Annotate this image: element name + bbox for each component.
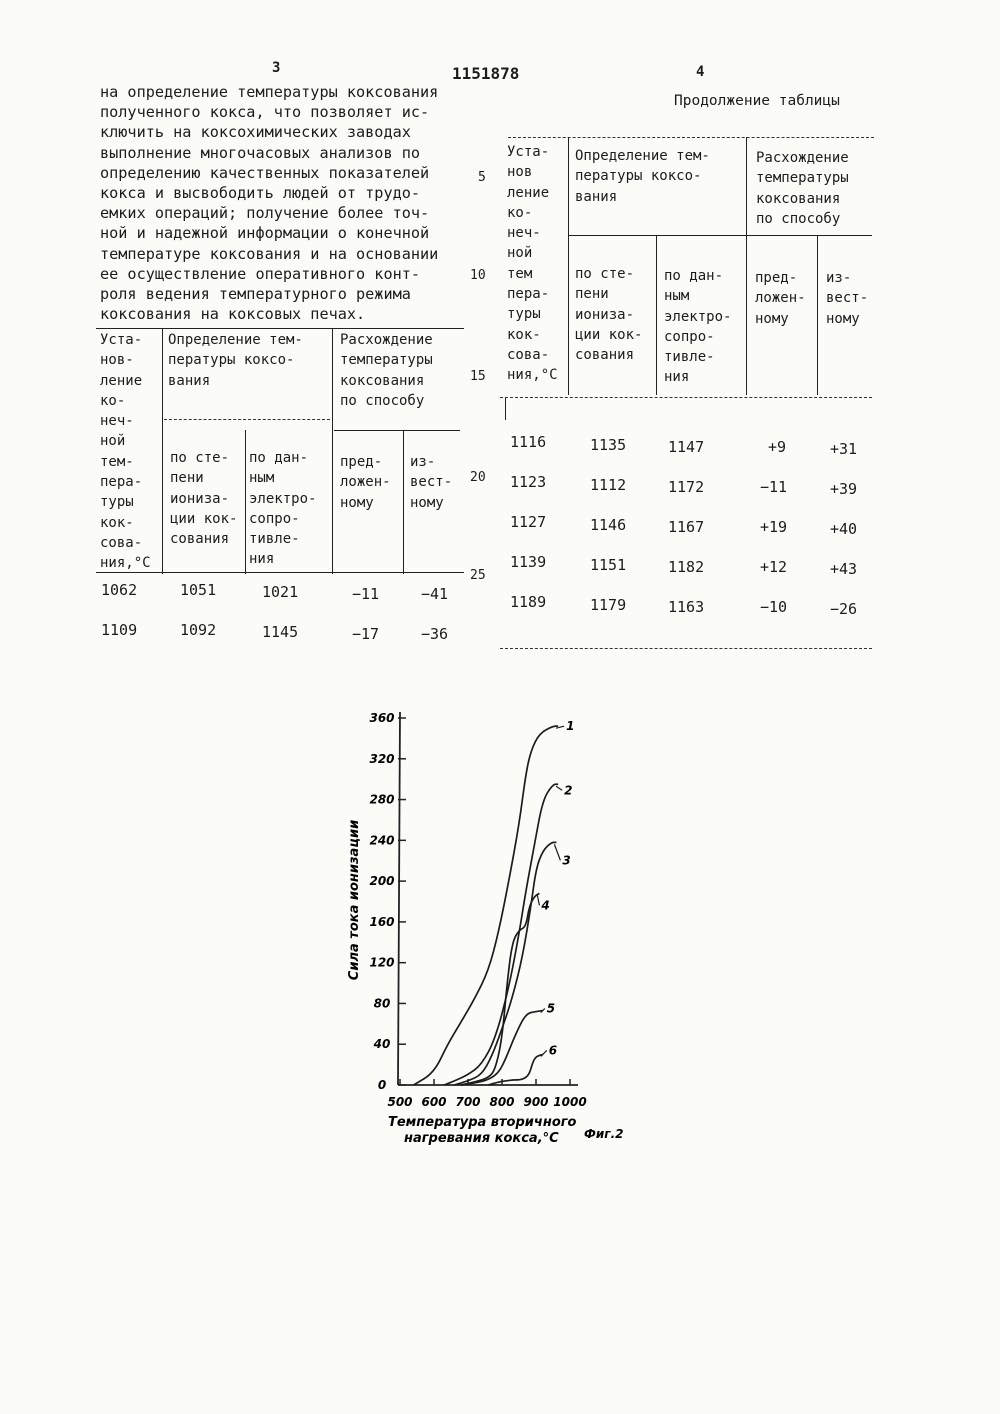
y-tick-label: 240: [369, 833, 395, 848]
table-cell: 1112: [590, 476, 627, 494]
header-text: тем-: [100, 453, 134, 470]
table-cell: 1151: [590, 556, 627, 574]
header-text: кок-: [507, 326, 541, 343]
header-text: по сте-: [575, 266, 635, 282]
header-text: Уста-: [100, 332, 143, 348]
table-cell: +43: [830, 560, 858, 578]
series-label-6: 6: [548, 1043, 558, 1058]
table-cell: 1135: [590, 436, 627, 454]
y-tick-label: 320: [369, 751, 395, 766]
table-cell: 1092: [180, 621, 217, 639]
table-subheader-proposed: [755, 268, 806, 329]
header-text: ному: [340, 494, 374, 511]
body-text-line: ной и надежной информации о конечной: [100, 224, 430, 243]
table-subheader-ionization: [575, 264, 642, 365]
header-text: по способу: [340, 392, 425, 409]
header-text: вест-: [410, 474, 453, 491]
table-cell: 1051: [180, 581, 217, 599]
table-cell: 1062: [101, 581, 138, 599]
header-text: туры: [100, 494, 134, 511]
header-text: вест-: [826, 290, 869, 307]
x-tick-label: 900: [523, 1095, 549, 1109]
table-subheader-ionization: [170, 448, 237, 549]
header-text: тем: [507, 265, 533, 282]
header-text: температуры: [340, 352, 433, 369]
header-text: ным: [664, 288, 690, 305]
table-subheader-proposed: [340, 452, 391, 513]
header-text: ной: [100, 433, 126, 450]
header-text: коксования: [340, 372, 425, 389]
table-cell: 1147: [668, 438, 705, 456]
header-text: ко-: [100, 392, 126, 409]
header-text: Расхождение: [756, 150, 849, 166]
table-cell: 1145: [262, 623, 299, 641]
series-label-1: 1: [566, 719, 575, 734]
table-divider: [568, 137, 569, 395]
header-text: ление: [507, 184, 550, 201]
line-number: 25: [470, 568, 486, 583]
table-cell: +9: [768, 438, 787, 456]
y-tick-label: 120: [369, 955, 395, 970]
header-text: нов-: [100, 352, 134, 369]
x-tick-label: 500: [387, 1095, 413, 1109]
header-text: тивле-: [249, 531, 300, 548]
y-tick-label: 200: [369, 874, 395, 889]
body-text-line: кокса и высвободить людей от трудо-: [100, 184, 421, 203]
header-text: пени: [575, 286, 609, 303]
table-cell: −36: [421, 625, 449, 643]
table-header-discrepancy: [756, 148, 849, 229]
table-cell: +31: [830, 440, 858, 458]
series-curve-5: [461, 1011, 543, 1085]
series-curve-1: [414, 726, 558, 1085]
header-text: ной: [507, 245, 533, 262]
table-cell: 1123: [510, 473, 547, 491]
header-text: ния,°С: [507, 367, 558, 384]
table-top-rule: [508, 137, 874, 138]
continuation-label: Продолжение таблицы: [674, 93, 840, 109]
header-text: тивле-: [664, 349, 715, 366]
x-tick-label: 1000: [553, 1095, 587, 1109]
chart-series: [414, 719, 575, 1085]
table-divider: [332, 328, 333, 574]
table-header-temperature: [100, 330, 151, 574]
header-text: ложен-: [340, 474, 391, 491]
header-text: Уста-: [507, 144, 550, 160]
body-text-line: роля ведения температурного режима: [100, 285, 411, 304]
x-axis-label-line2: нагревания кокса,°С: [404, 1131, 559, 1146]
table-header-discrepancy: [340, 330, 433, 411]
x-tick-label: 600: [421, 1095, 447, 1109]
table-cell: −10: [760, 598, 788, 616]
header-text: сования: [575, 347, 635, 364]
y-tick-label: 160: [369, 914, 395, 929]
chart-axes: [398, 712, 578, 1085]
body-text-line: определению качественных показателей: [100, 163, 430, 182]
header-text: ление: [100, 372, 143, 389]
y-tick-label: 80: [373, 996, 391, 1011]
table-divider: [245, 430, 246, 574]
header-text: вания: [168, 372, 211, 389]
body-text-line: температуре коксования и на основании: [100, 244, 439, 263]
body-text-line: коксования на коксовых печах.: [100, 305, 366, 324]
table-cell: 1167: [668, 518, 705, 536]
x-axis-label-line1: Температура вторичного: [388, 1115, 577, 1130]
header-text: сопро-: [664, 328, 715, 345]
table-bottom-rule: [500, 648, 872, 649]
table-cell: −41: [421, 585, 449, 603]
header-text: пред-: [755, 270, 798, 286]
line-number: 5: [478, 170, 486, 185]
table-divider: [746, 137, 747, 395]
patent-number: 1151878: [452, 64, 520, 83]
header-text: по дан-: [249, 450, 309, 466]
table-group-rule: [334, 430, 460, 431]
series-label-5: 5: [546, 1001, 556, 1016]
header-text: пера-: [507, 286, 550, 303]
table-cell: −17: [352, 625, 380, 643]
series-leader-4: [537, 895, 539, 905]
left-column-number: 3: [272, 60, 281, 76]
header-text: по способу: [756, 210, 841, 227]
y-tick-label: 0: [377, 1078, 387, 1092]
header-text: по сте-: [170, 450, 230, 466]
header-text: Определение тем-: [575, 148, 710, 164]
header-text: неч-: [100, 413, 134, 430]
header-text: электро-: [249, 490, 317, 507]
ionization-chart: [320, 700, 640, 1160]
header-text: пературы коксо-: [575, 168, 702, 185]
table-group-rule: [568, 235, 872, 236]
header-text: ции кок-: [170, 510, 238, 527]
header-text: ному: [410, 494, 444, 511]
table-header-determination: [575, 146, 710, 207]
header-text: ния: [249, 551, 275, 568]
header-text: иониза-: [575, 306, 635, 323]
header-text: температуры: [756, 170, 849, 187]
table-header-rule: [96, 572, 464, 573]
header-text: пера-: [100, 474, 143, 491]
table-cell: +40: [830, 520, 858, 538]
header-text: Расхождение: [340, 332, 433, 348]
header-text: из-: [826, 270, 852, 286]
figure-label: Фиг.2: [584, 1127, 624, 1141]
table-cell: +39: [830, 480, 858, 498]
body-text-line: емких операций; получение более точ-: [100, 204, 430, 223]
header-text: из-: [410, 454, 436, 470]
table-cell: −26: [830, 600, 858, 618]
body-text-line: выполнение многочасовых анализов по: [100, 143, 421, 162]
table-cell: 1109: [101, 621, 138, 639]
series-label-2: 2: [564, 783, 573, 798]
y-tick-label: 280: [369, 792, 395, 807]
series-label-3: 3: [562, 853, 571, 868]
table-group-rule: [164, 419, 330, 420]
series-leader-3: [554, 844, 560, 860]
header-text: электро-: [664, 308, 732, 325]
header-text: ным: [249, 470, 275, 487]
table-cell: −11: [760, 478, 788, 496]
header-text: коксования: [756, 190, 841, 207]
table-cell: 1163: [668, 598, 705, 616]
table-cell: 1189: [510, 593, 547, 611]
header-text: пред-: [340, 454, 383, 470]
header-text: пени: [170, 470, 204, 487]
body-text-line: ключить на коксохимических заводах: [100, 123, 411, 142]
series-curve-3: [454, 842, 556, 1085]
header-text: ному: [826, 310, 860, 327]
table-cell: 1139: [510, 553, 547, 571]
table-subheader-known: [410, 452, 452, 513]
series-curve-6: [488, 1054, 542, 1085]
table-cell: 1021: [262, 583, 299, 601]
line-number: 15: [470, 369, 486, 384]
body-text: [100, 82, 438, 324]
header-text: ния: [664, 369, 690, 386]
header-text: по дан-: [664, 268, 724, 284]
table-divider: [162, 328, 163, 574]
x-tick-label: 700: [455, 1095, 481, 1109]
table-divider: [403, 430, 404, 574]
header-text: сова-: [507, 346, 550, 363]
table-divider: [505, 398, 506, 420]
table-header-determination: [168, 330, 303, 391]
table-header-rule: [500, 397, 872, 398]
table-cell: 1127: [510, 513, 547, 531]
table-cell: 1179: [590, 596, 627, 614]
x-tick-label: 800: [489, 1095, 515, 1109]
line-number: 10: [470, 268, 486, 283]
series-label-4: 4: [541, 898, 550, 913]
table-cell: 1172: [668, 478, 705, 496]
y-tick-label: 360: [369, 711, 395, 725]
header-text: Определение тем-: [168, 332, 303, 348]
y-tick-label: 40: [373, 1037, 391, 1052]
header-text: ложен-: [755, 290, 806, 307]
line-number: 20: [470, 470, 486, 485]
y-axis-label: Сила тока ионизации: [347, 819, 362, 981]
table-subheader-resistance: [249, 448, 316, 570]
header-text: сования: [170, 531, 230, 548]
table-top-rule: [96, 328, 464, 329]
header-text: ния,°С: [100, 555, 151, 572]
header-text: пературы коксо-: [168, 352, 295, 369]
header-text: сова-: [100, 534, 143, 551]
header-text: ции кок-: [575, 326, 643, 343]
table-cell: 1116: [510, 433, 547, 451]
header-text: нов: [507, 164, 533, 181]
body-text-line: ее осуществление оперативного конт-: [100, 264, 421, 283]
header-text: ко-: [507, 204, 533, 221]
table-cell: −11: [352, 585, 380, 603]
header-text: сопро-: [249, 510, 300, 527]
y-axis: [398, 712, 400, 1085]
table-subheader-resistance: [664, 266, 731, 388]
header-text: неч-: [507, 225, 541, 242]
header-text: туры: [507, 306, 541, 323]
header-text: ному: [755, 310, 789, 327]
body-text-line: на определение температуры коксования: [100, 83, 439, 101]
table-cell: +19: [760, 518, 788, 536]
series-leader-6: [541, 1050, 547, 1056]
table-cell: 1182: [668, 558, 705, 576]
table-cell: 1146: [590, 516, 627, 534]
header-text: кок-: [100, 514, 134, 531]
table-divider: [656, 235, 657, 395]
right-column-number: 4: [696, 64, 705, 80]
header-text: ионизa-: [170, 490, 230, 507]
series-leader-2: [556, 786, 562, 790]
table-cell: +12: [760, 558, 788, 576]
table-header-temperature: [507, 142, 558, 386]
table-subheader-known: [826, 268, 868, 329]
header-text: вания: [575, 188, 618, 205]
body-text-line: полученного кокса, что позволяет ис-: [100, 103, 430, 122]
table-divider: [817, 235, 818, 395]
